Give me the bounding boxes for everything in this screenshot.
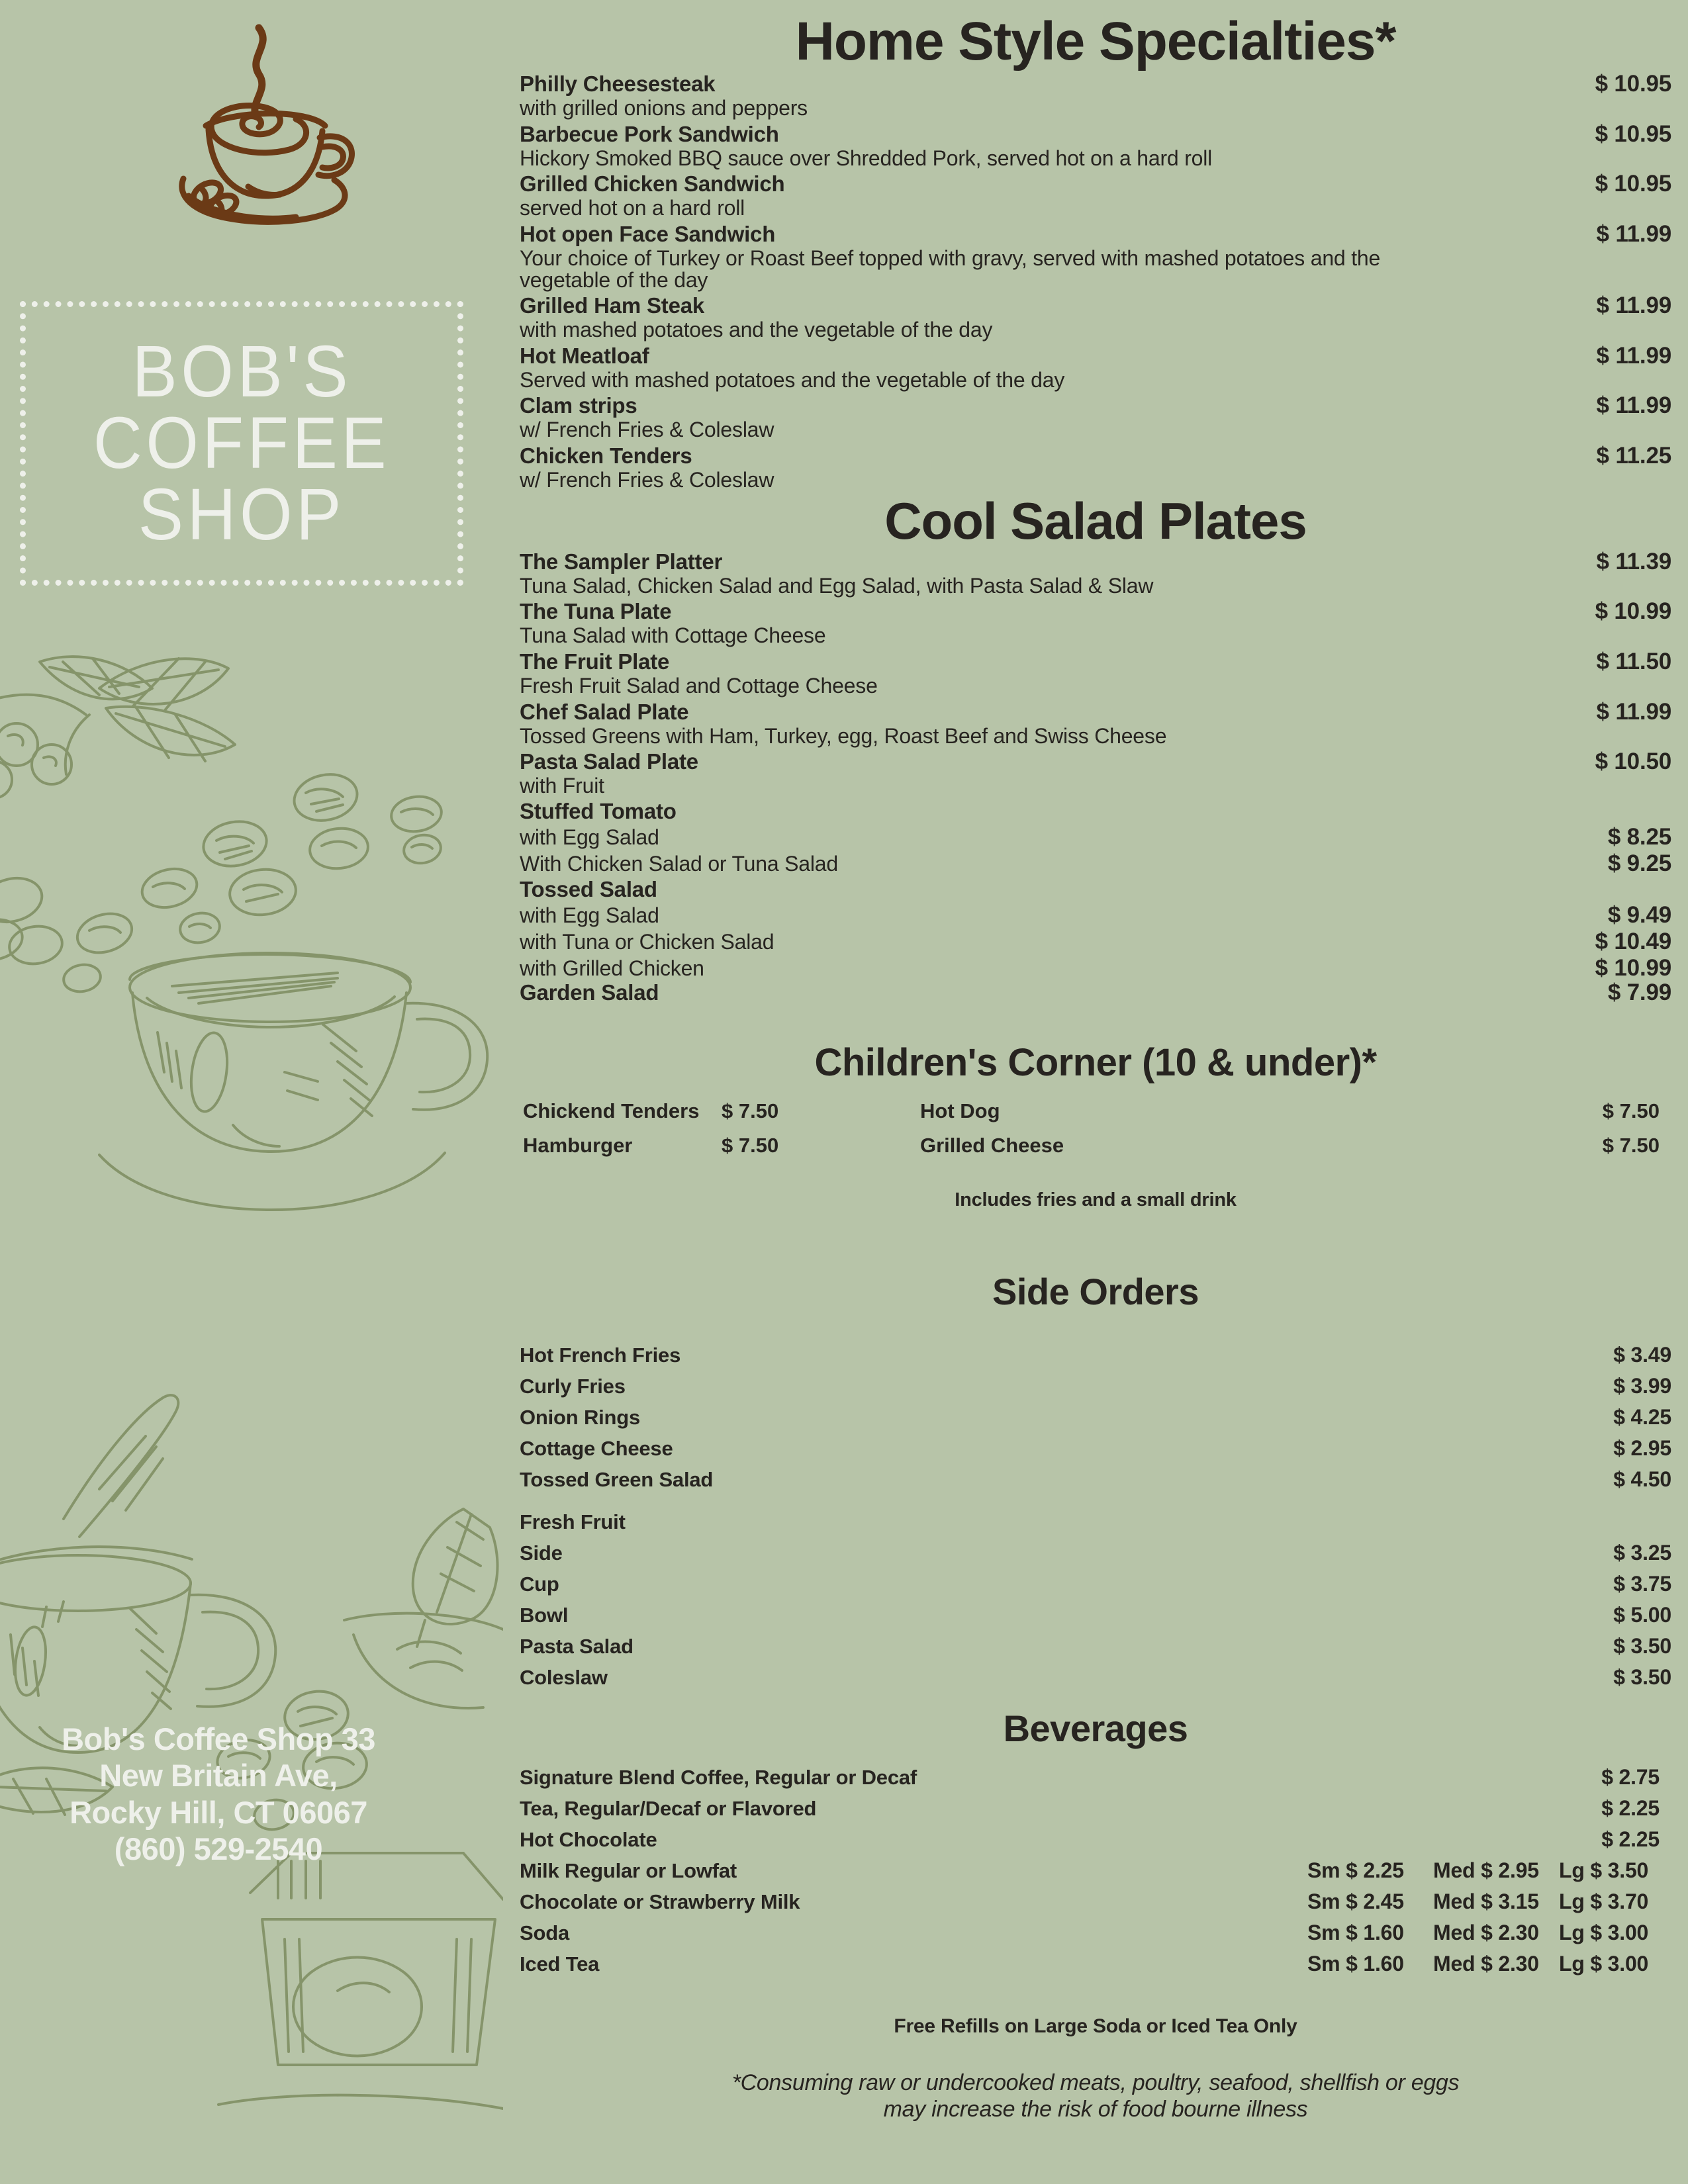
- side-order-row: [520, 1657, 1671, 1688]
- menu-item: [520, 341, 1671, 391]
- beverage-name: Milk Regular or Lowfat: [520, 1858, 737, 1882]
- beverage-name: Hot Chocolate: [520, 1827, 657, 1851]
- menu-item: [520, 291, 1671, 341]
- item-price: $ 11.99: [1596, 293, 1671, 319]
- item-price: $ 11.99: [1596, 392, 1671, 419]
- item-name: Garden Salad: [520, 979, 659, 1005]
- item-name: The Fruit Plate: [520, 649, 670, 674]
- menu-item-group-stuffed-tomato: [520, 797, 1671, 875]
- side-order-price: $ 5.00: [1613, 1602, 1671, 1627]
- item-description: served hot on a hard roll: [520, 196, 745, 220]
- item-name: The Tuna Plate: [520, 599, 672, 624]
- item-name: Tossed Salad: [520, 876, 657, 901]
- cool-salad-list: [520, 547, 1671, 1004]
- beverage-price: $ 2.25: [1601, 1796, 1660, 1820]
- menu-item: [520, 547, 1671, 597]
- side-order-name: Tossed Green Salad: [520, 1467, 714, 1491]
- side-order-price: $ 3.50: [1613, 1633, 1671, 1658]
- menu-item-group-tossed-salad: [520, 875, 1671, 979]
- side-order-name: Curly Fries: [520, 1374, 626, 1398]
- item-name: Philly Cheesesteak: [520, 71, 716, 96]
- option-price: $ 10.49: [1595, 928, 1671, 954]
- menu-item: [520, 169, 1671, 219]
- section-title-home-style: Home Style Specialties*: [795, 11, 1396, 71]
- item-description: Tuna Salad, Chicken Salad and Egg Salad, with Pasta Salad & Slaw: [520, 573, 1154, 598]
- disclaimer-block: [520, 2038, 1671, 2122]
- menu-item: [520, 647, 1671, 697]
- fresh-fruit-label: Fresh Fruit: [520, 1510, 626, 1533]
- beverage-price-large: Lg $ 3.00: [1559, 1951, 1649, 1976]
- beverage-name: Iced Tea: [520, 1952, 600, 1976]
- menu-item: [520, 697, 1671, 747]
- item-name: Clam strips: [520, 393, 637, 418]
- option-price: $ 10.99: [1595, 954, 1671, 981]
- side-order-row: [520, 1428, 1671, 1459]
- beverage-price-medium: Med $ 3.15: [1433, 1889, 1539, 1913]
- item-description: Hickory Smoked BBQ sauce over Shredded Pork, served hot on a hard roll: [520, 146, 1213, 170]
- side-order-price: $ 2.95: [1613, 1435, 1671, 1460]
- section-title-cool-salad: Cool Salad Plates: [884, 491, 1307, 550]
- option-price: $ 8.25: [1607, 823, 1671, 850]
- beverage-price: $ 2.75: [1601, 1764, 1660, 1789]
- kids-item-price: $ 7.50: [722, 1099, 779, 1122]
- item-price: $ 10.95: [1595, 171, 1671, 197]
- beverage-price-medium: Med $ 2.30: [1433, 1951, 1539, 1976]
- item-price: $ 10.95: [1595, 71, 1671, 97]
- side-order-row: [520, 1563, 1671, 1594]
- item-name: Hot Meatloaf: [520, 343, 649, 368]
- beverage-price-large: Lg $ 3.70: [1559, 1889, 1649, 1913]
- side-orders-list: [520, 1310, 1671, 1688]
- beverage-price-large: Lg $ 3.50: [1559, 1858, 1649, 1882]
- side-order-row: [520, 1396, 1671, 1428]
- kids-item-price: $ 7.50: [1602, 1133, 1660, 1157]
- coffee-cup-icon: [142, 13, 361, 258]
- beverage-name: Soda: [520, 1921, 569, 1944]
- brand-wordmark-line-2: COFFEE: [93, 402, 391, 484]
- menu-item: [520, 596, 1671, 647]
- section-title-side-orders: Side Orders: [992, 1270, 1199, 1312]
- kids-item-price: $ 7.50: [1602, 1099, 1660, 1122]
- option-description: with Grilled Chicken: [520, 956, 704, 980]
- disclaimer-line-1: *Consuming raw or undercooked meats, poultry, seafood, shellfish or eggs: [731, 2070, 1460, 2095]
- item-description: with mashed potatoes and the vegetable of the day: [520, 318, 993, 342]
- beverage-price-medium: Med $ 2.95: [1433, 1858, 1539, 1882]
- childrens-corner-note: Includes fries and a small drink: [955, 1189, 1237, 1210]
- side-order-row: [520, 1625, 1671, 1657]
- side-order-price: $ 4.25: [1613, 1404, 1671, 1429]
- item-name: Pasta Salad Plate: [520, 749, 698, 774]
- side-order-row: [520, 1365, 1671, 1396]
- beverage-price-small: Sm $ 1.60: [1307, 1920, 1404, 1944]
- item-description: w/ French Fries & Coleslaw: [520, 418, 774, 442]
- item-price: $ 7.99: [1607, 979, 1671, 1005]
- address-line-3: Rocky Hill, CT 06067: [70, 1794, 367, 1830]
- side-order-price: $ 3.99: [1613, 1373, 1671, 1398]
- beverage-name: Signature Blend Coffee, Regular or Decaf: [520, 1765, 917, 1789]
- item-price: $ 10.95: [1595, 120, 1671, 147]
- side-order-name: Coleslaw: [520, 1665, 608, 1689]
- disclaimer-line-2: may increase the risk of food bourne illness: [883, 2096, 1308, 2122]
- item-price: $ 11.99: [1596, 342, 1671, 369]
- side-order-price: $ 3.25: [1613, 1540, 1671, 1565]
- option-description: With Chicken Salad or Tuna Salad: [520, 851, 838, 876]
- address-block: [13, 1721, 424, 1868]
- option-description: with Egg Salad: [520, 825, 659, 849]
- side-order-name: Cup: [520, 1572, 559, 1596]
- address-line-2: New Britain Ave,: [99, 1758, 338, 1794]
- home-style-list: [520, 69, 1671, 491]
- item-name: Hot open Face Sandwich: [520, 221, 776, 246]
- brand-wordmark-line-3: SHOP: [138, 473, 346, 555]
- address-line-1: Bob's Coffee Shop 33: [62, 1721, 375, 1756]
- side-order-price: $ 3.50: [1613, 1664, 1671, 1689]
- option-description: with Tuna or Chicken Salad: [520, 929, 774, 954]
- brand-wordmark-line-1: BOB'S: [132, 331, 352, 413]
- item-description: Tossed Greens with Ham, Turkey, egg, Roast Beef and Swiss Cheese: [520, 723, 1167, 748]
- item-price: $ 11.50: [1596, 648, 1671, 674]
- item-price: $ 11.25: [1596, 443, 1671, 469]
- beverage-price-small: Sm $ 2.45: [1307, 1889, 1404, 1913]
- option-price: $ 9.49: [1607, 901, 1671, 928]
- item-name: Grilled Ham Steak: [520, 293, 705, 318]
- side-order-name: Bowl: [520, 1603, 569, 1627]
- side-order-row: [520, 1532, 1671, 1563]
- beverage-row: [520, 1756, 1671, 1788]
- item-name: The Sampler Platter: [520, 549, 723, 574]
- item-price: $ 10.50: [1595, 749, 1671, 775]
- kids-item-name: Hot Dog: [920, 1099, 1000, 1122]
- side-order-price: $ 3.75: [1613, 1571, 1671, 1596]
- beverage-price-small: Sm $ 1.60: [1307, 1951, 1404, 1976]
- beverage-row: [520, 1881, 1671, 1912]
- side-order-name: Pasta Salad: [520, 1634, 633, 1658]
- menu-item: [520, 390, 1671, 441]
- side-order-price: $ 3.49: [1613, 1342, 1671, 1367]
- option-price: $ 9.25: [1607, 850, 1671, 876]
- item-price: $ 11.39: [1596, 548, 1671, 574]
- menu-item: [520, 119, 1671, 169]
- childrens-corner-grid: [520, 1082, 1671, 1158]
- side-order-row: [520, 1594, 1671, 1625]
- item-name: Barbecue Pork Sandwich: [520, 121, 779, 146]
- beverage-row: [520, 1943, 1671, 1974]
- item-price: $ 11.99: [1596, 220, 1671, 247]
- beverage-price: $ 2.25: [1601, 1827, 1660, 1851]
- beverage-name: Chocolate or Strawberry Milk: [520, 1889, 800, 1913]
- kids-item-name: Hamburger: [523, 1133, 633, 1157]
- menu-content-column: [503, 0, 1688, 2184]
- item-description: with grilled onions and peppers: [520, 96, 808, 120]
- menu-item: [520, 69, 1671, 119]
- side-order-name: Side: [520, 1541, 563, 1565]
- kids-item-name: Grilled Cheese: [920, 1133, 1064, 1157]
- left-decor-column: [0, 0, 503, 2184]
- beverage-row: [520, 1850, 1671, 1881]
- option-description: with Egg Salad: [520, 903, 659, 927]
- section-title-beverages: Beverages: [1003, 1707, 1188, 1749]
- side-order-subheading-row: [520, 1502, 1671, 1532]
- side-order-name: Hot French Fries: [520, 1343, 681, 1367]
- item-name: Chef Salad Plate: [520, 699, 689, 724]
- beverage-price-small: Sm $ 2.25: [1307, 1858, 1404, 1882]
- item-description: Your choice of Turkey or Roast Beef topped with gravy, served with mashed potatoes and the vegetable of the day: [520, 246, 1381, 292]
- section-title-childrens-corner: Children's Corner (10 & under)*: [814, 1040, 1377, 1084]
- phone-number: (860) 529-2540: [114, 1831, 323, 1867]
- beverage-name: Tea, Regular/Decaf or Flavored: [520, 1796, 817, 1820]
- beverage-price-medium: Med $ 2.30: [1433, 1920, 1539, 1944]
- refill-note: Free Refills on Large Soda or Iced Tea Only: [894, 2015, 1297, 2037]
- beverage-row: [520, 1912, 1671, 1943]
- side-order-name: Onion Rings: [520, 1405, 641, 1429]
- item-description: Served with mashed potatoes and the vegetable of the day: [520, 367, 1065, 392]
- side-order-row: [520, 1459, 1671, 1490]
- item-description: with Fruit: [520, 774, 604, 798]
- menu-item: [520, 219, 1671, 291]
- side-order-name: Cottage Cheese: [520, 1436, 673, 1460]
- item-name: Stuffed Tomato: [520, 798, 677, 823]
- menu-item: [520, 747, 1671, 797]
- kids-item-price: $ 7.50: [722, 1133, 779, 1157]
- item-description: w/ French Fries & Coleslaw: [520, 468, 774, 492]
- item-name: Grilled Chicken Sandwich: [520, 171, 785, 197]
- beverage-row: [520, 1819, 1671, 1850]
- side-order-price: $ 4.50: [1613, 1467, 1671, 1491]
- brand-logo: [0, 13, 503, 261]
- item-description: Tuna Salad with Cottage Cheese: [520, 623, 826, 648]
- beverage-price-large: Lg $ 3.00: [1559, 1920, 1649, 1944]
- menu-item: [520, 441, 1671, 491]
- beverage-row: [520, 1788, 1671, 1819]
- item-description: Fresh Fruit Salad and Cottage Cheese: [520, 673, 878, 698]
- brand-wordmark-box: [20, 301, 463, 586]
- menu-item: [520, 979, 1671, 1004]
- side-order-row: [520, 1334, 1671, 1365]
- item-name: Chicken Tenders: [520, 443, 692, 468]
- kids-item-name: Chickend Tenders: [523, 1099, 700, 1122]
- item-price: $ 10.99: [1595, 598, 1671, 625]
- item-price: $ 11.99: [1596, 698, 1671, 725]
- beverages-list: [520, 1747, 1671, 1974]
